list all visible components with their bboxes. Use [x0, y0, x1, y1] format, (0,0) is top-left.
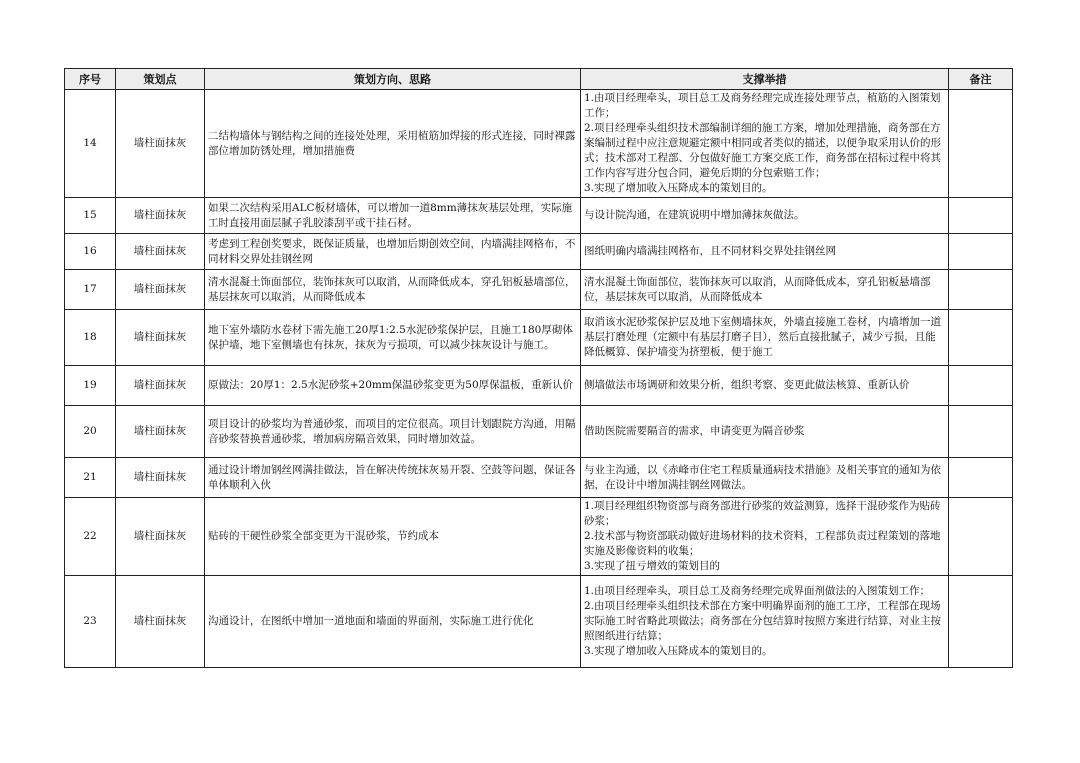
table-row: [65, 198, 1013, 234]
support-line: 侧墙做法市场调研和效果分析，组织考察、变更此做法核算、重新认价: [584, 379, 910, 391]
table-row: [65, 90, 1013, 198]
row-support: [581, 498, 949, 576]
row-remark: [949, 90, 1013, 198]
row-direction: 沟通设计，在图纸中增加一道地面和墙面的界面剂，实际施工进行优化: [205, 576, 581, 668]
row-support: [581, 576, 949, 668]
row-direction: 项目设计的砂浆均为普通砂浆，而项目的定位很高。项目计划跟院方沟通，用隔音砂浆替换普通砂浆，增加病房隔音效果，同时增加效益。: [205, 406, 581, 458]
support-line: 3.实现了增加收入压降成本的策划目的。: [584, 645, 773, 657]
row-direction: 原做法：20厚1：2.5水泥砂浆+20mm保温砂浆变更为50厚保温板，重新认价: [205, 366, 581, 406]
planning-table: [64, 68, 1013, 668]
support-line: 1.项目经理组织物资部与商务部进行砂浆的效益测算，选择干混砂浆作为贴砖砂浆；: [584, 500, 941, 527]
support-line: 3.实现了增加收入压降成本的策划目的。: [584, 182, 773, 194]
row-number: 15: [65, 198, 116, 234]
header-no: 序号: [65, 69, 116, 90]
row-remark: [949, 498, 1013, 576]
row-remark: [949, 198, 1013, 234]
row-remark: [949, 234, 1013, 270]
table-row: [65, 366, 1013, 406]
row-support: [581, 198, 949, 234]
row-number: 19: [65, 366, 116, 406]
support-line: 3.实现了扭亏增效的策划目的: [584, 560, 721, 572]
row-support: [581, 270, 949, 310]
row-direction: 如果二次结构采用ALC板材墙体，可以增加一道8mm薄抹灰基层处理，实际施工时直接用面层腻子乳胶漆刮平或干挂石材。: [205, 198, 581, 234]
row-support: [581, 406, 949, 458]
row-number: 21: [65, 458, 116, 498]
support-line: 与设计院沟通，在建筑说明中增加薄抹灰做法。: [584, 209, 805, 221]
support-line: 1.由项目经理牵头，项目总工及商务经理完成连接处理节点，植筋的入图策划工作；: [584, 92, 941, 119]
row-number: 16: [65, 234, 116, 270]
support-line: 图纸明确内墙满挂网格布，且不同材料交界处挂钢丝网: [584, 245, 836, 257]
header-remark: 备注: [949, 69, 1013, 90]
row-remark: [949, 576, 1013, 668]
row-remark: [949, 406, 1013, 458]
header-row: [65, 69, 1013, 90]
row-point: 墙柱面抹灰: [116, 498, 205, 576]
support-line: 2.项目经理牵头组织技术部编制详细的施工方案，增加处理措施，商务部在方案编制过程中应注意规避定额中相同或者类似的描述，以便争取采用认价的形式；技术部对工程部、分包做好施工方案交底工作，商务部在招标过程中将其工作内容写进分包合同，避免后期的分包索赔工作；: [584, 122, 941, 179]
row-support: [581, 366, 949, 406]
row-number: 23: [65, 576, 116, 668]
row-support: [581, 310, 949, 366]
row-direction: 清水混凝土饰面部位，装饰抹灰可以取消，从而降低成本，穿孔铝板悬墙部位，基层抹灰可以取消，从而降低成本: [205, 270, 581, 310]
row-number: 17: [65, 270, 116, 310]
row-point: 墙柱面抹灰: [116, 310, 205, 366]
row-direction: 地下室外墙防水卷材下需先施工20厚1:2.5水泥砂浆保护层，且施工180厚砌体保护墙，地下室侧墙也有抹灰，抹灰为亏损项，可以减少抹灰设计与施工。: [205, 310, 581, 366]
support-line: 1.由项目经理牵头，项目总工及商务经理完成界面剂做法的入图策划工作；: [584, 585, 931, 597]
support-line: 取消该水泥砂浆保护层及地下室侧墙抹灰，外墙直接施工卷材，内墙增加一道基层打磨处理（定额中有基层打磨子目），然后直接批腻子，减少亏损，且能降低概算、保护墙变为挤塑板，便于施工: [584, 316, 941, 358]
table-row: [65, 234, 1013, 270]
row-point: 墙柱面抹灰: [116, 366, 205, 406]
row-direction: 贴砖的干硬性砂浆全部变更为干混砂浆，节约成本: [205, 498, 581, 576]
support-line: 与业主沟通，以《赤峰市住宅工程质量通病技术措施》及相关事宜的通知为依据，在设计中增加满挂钢丝网做法。: [584, 463, 941, 491]
row-point: 墙柱面抹灰: [116, 576, 205, 668]
header-point: 策划点: [116, 69, 205, 90]
row-point: 墙柱面抹灰: [116, 198, 205, 234]
header-direction: 策划方向、思路: [205, 69, 581, 90]
row-remark: [949, 310, 1013, 366]
row-point: 墙柱面抹灰: [116, 406, 205, 458]
row-point: 墙柱面抹灰: [116, 458, 205, 498]
table-row: [65, 498, 1013, 576]
row-point: 墙柱面抹灰: [116, 90, 205, 198]
support-line: 2.技术部与物资部联动做好进场材料的技术资料，工程部负责过程策划的落地实施及影像资料的收集；: [584, 530, 941, 557]
row-support: [581, 458, 949, 498]
row-direction: 考虑到工程创奖要求，既保证质量，也增加后期创效空间，内墙满挂网格布，不同材料交界处挂钢丝网: [205, 234, 581, 270]
table-row: [65, 406, 1013, 458]
row-support: [581, 90, 949, 198]
table-header: [65, 69, 1013, 90]
row-number: 22: [65, 498, 116, 576]
table-row: [65, 458, 1013, 498]
row-remark: [949, 366, 1013, 406]
header-support: 支撑举措: [581, 69, 949, 90]
table-row: [65, 576, 1013, 668]
row-number: 18: [65, 310, 116, 366]
row-point: 墙柱面抹灰: [116, 270, 205, 310]
support-line: 2.由项目经理牵头组织技术部在方案中明确界面剂的施工工序，工程部在现场实际施工时省略此项做法；商务部在分包结算时按照方案进行结算，对业主按照图纸进行结算；: [584, 600, 941, 642]
row-point: 墙柱面抹灰: [116, 234, 205, 270]
support-line: 清水混凝土饰面部位，装饰抹灰可以取消，从而降低成本，穿孔铝板悬墙部位，基层抹灰可以取消，从而降低成本: [584, 275, 931, 303]
row-number: 20: [65, 406, 116, 458]
table-row: [65, 270, 1013, 310]
row-number: 14: [65, 90, 116, 198]
row-support: [581, 234, 949, 270]
row-direction: 二结构墙体与钢结构之间的连接处处理，采用植筋加焊接的形式连接，同时裸露部位增加防锈处理，增加措施费: [205, 90, 581, 198]
row-remark: [949, 458, 1013, 498]
table-body: [65, 90, 1013, 668]
row-direction: 通过设计增加钢丝网满挂做法，旨在解决传统抹灰易开裂、空鼓等问题，保证各单体顺利入伙: [205, 458, 581, 498]
row-remark: [949, 270, 1013, 310]
table-row: [65, 310, 1013, 366]
support-line: 借助医院需要隔音的需求，申请变更为隔音砂浆: [584, 425, 805, 437]
